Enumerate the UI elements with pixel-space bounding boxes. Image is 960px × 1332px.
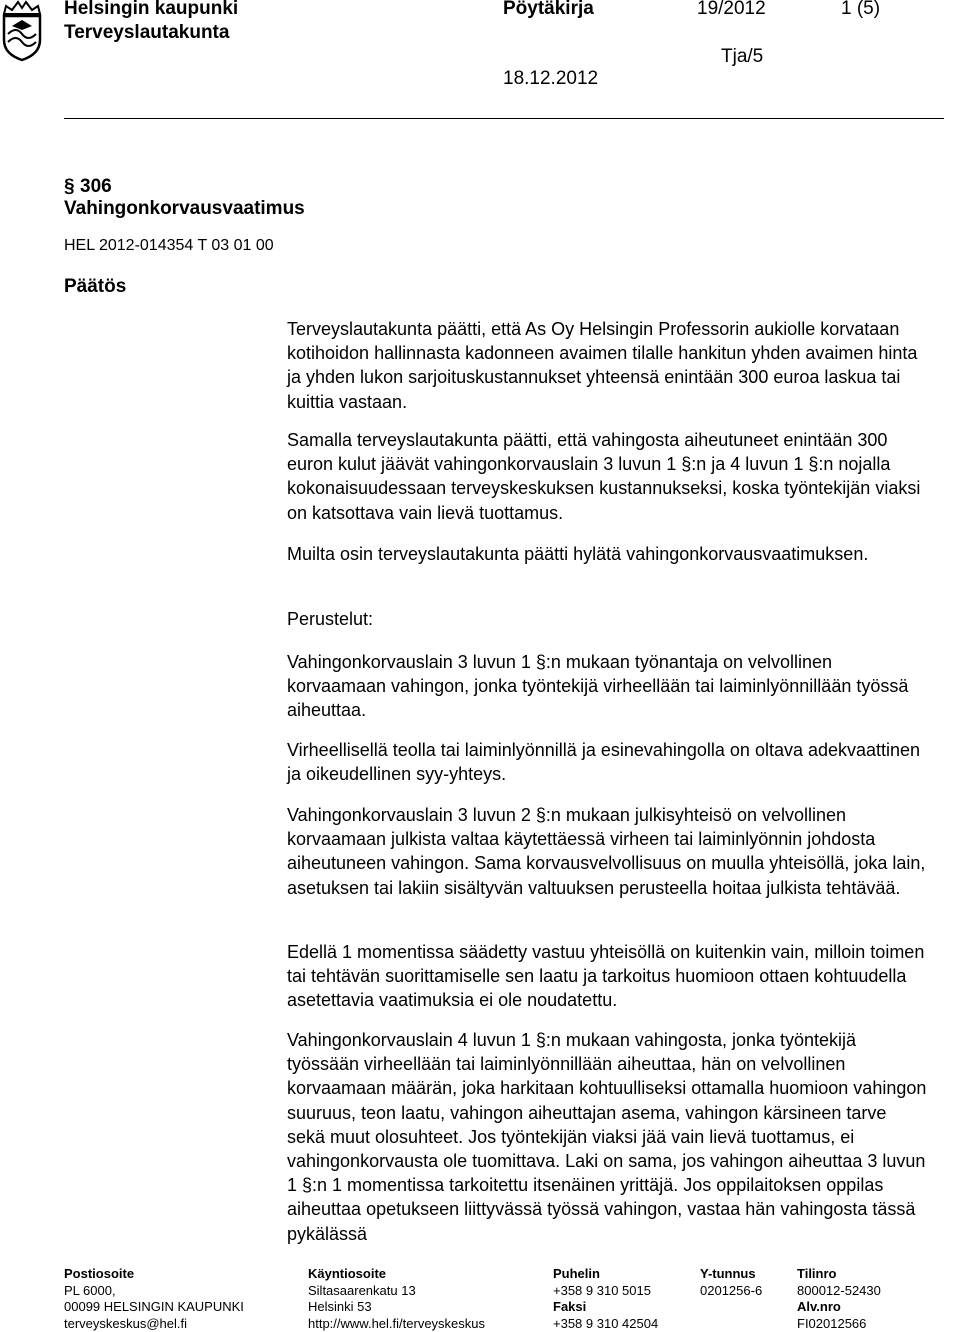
footer-business-id — [700, 1266, 762, 1299]
footer-website-link[interactable]: http://www.hel.fi/terveyskeskus — [308, 1315, 486, 1331]
section-title: Vahingonkorvausvaatimus — [64, 198, 305, 219]
footer-visit — [308, 1266, 485, 1332]
decision-paragraph: Samalla terveyslautakunta päätti, että vahingosta aiheutuneet enintään 300 euron kulut jäävät vahingonkorvauslain 3 luvun 1 §:n ja 4 luvun 1 §:n nojalla kokonaisuudessaan terveyskeskuksen kustannukseksi, koska työntekijän viaksi on katsottava vain lievä tuottamus. — [287, 430, 921, 523]
footer-label: Alv.nro — [797, 1299, 841, 1314]
footer-text: +358 9 310 5015 — [553, 1282, 651, 1298]
footer-postal — [64, 1266, 244, 1332]
footer-text: 800012-52430 — [797, 1282, 881, 1298]
doc-number: 19/2012 — [697, 0, 766, 19]
doc-type: Pöytäkirja — [503, 0, 594, 19]
section-number: 306 — [80, 176, 112, 197]
decision-heading: Päätös — [64, 276, 127, 297]
footer-text: PL 6000, — [64, 1282, 116, 1298]
board-name: Terveyslautakunta — [64, 22, 230, 43]
footer-text: 00099 HELSINGIN KAUPUNKI — [64, 1299, 244, 1314]
decision-paragraph: Terveyslautakunta päätti, että As Oy Helsingin Professorin aukiolle korvataan kotihoidon hallinnasta kadonneen avaimen tilalle hankitun yhden avaimen hinta ja yhden lukon sarjoituskustannukset yhteensä enintään 300 euroa laskua tai kuittia vastaan. — [287, 319, 918, 412]
section-mark: § — [64, 176, 75, 197]
reasoning-paragraph: Edellä 1 momentissa säädetty vastuu yhteisöllä on kuitenkin vain, milloin toimen tai tehtävän suorittamiselle sen laatu ja tarkoitus huomioon ottaen kohtuudella asetettavia vaatimuksia ei ole noudatettu. — [287, 942, 925, 1011]
meeting-date: 18.12.2012 — [503, 68, 599, 89]
footer-label: Puhelin — [553, 1266, 600, 1281]
footer-phone — [553, 1266, 658, 1332]
doc-reference: Tja/5 — [721, 46, 764, 67]
record-id: HEL 2012-014354 T 03 01 00 — [64, 237, 274, 254]
footer-text: FI02012566 — [797, 1315, 867, 1331]
footer-email[interactable]: terveyskeskus@hel.fi — [64, 1315, 188, 1331]
footer-label: Faksi — [553, 1299, 587, 1314]
footer-label: Käyntiosoite — [308, 1266, 387, 1281]
page-number: 1 (5) — [841, 0, 881, 19]
footer-label: Postiosoite — [64, 1266, 135, 1281]
footer-text: Siltasaarenkatu 13 — [308, 1282, 416, 1298]
footer-account — [797, 1266, 881, 1332]
footer-text: 0201256-6 — [700, 1282, 763, 1298]
header-divider — [64, 118, 944, 119]
footer-text: Helsinki 53 — [308, 1299, 372, 1314]
footer-text: +358 9 310 42504 — [553, 1315, 659, 1331]
reasoning-paragraph: Vahingonkorvauslain 3 luvun 1 §:n mukaan työnantaja on velvollinen korvaamaan vahingon, jonka työntekijä virheellään tai laiminlyönnillään työssä aiheuttaa. — [287, 652, 909, 721]
helsinki-coat-of-arms-icon — [0, 0, 44, 62]
reasoning-paragraph: Vahingonkorvauslain 4 luvun 1 §:n mukaan vahingosta, jonka työntekijä työssään virheellään tai laiminlyönnillään aiheuttaa, hän on velvollinen korvaamaan määrän, joka harkitaan kohtuulliseksi ottamalla huomioon vahingon suuruus, teon laatu, vahingon aiheuttajan asema, vahingon kärsineen tarve sekä muut olosuhteet. Jos työntekijän viaksi jää vain lievä tuottamus, ei vahingonkorvausta ole tuomittava. Laki on sama, jos vahingon aiheuttaa 3 luvun 1 §:n 1 momentissa tarkoitettu itsenäinen yrittäjä. Jos oppilaitoksen oppilas aiheuttaa opetukseen liittyvässä työssä vahingon, vastaa hän vahingosta tässä pykälässä — [287, 1030, 927, 1244]
org-name: Helsingin kaupunki — [64, 0, 239, 19]
decision-paragraph: Muilta osin terveyslautakunta päätti hylätä vahingonkorvausvaatimuksen. — [287, 544, 869, 564]
reasoning-paragraph: Vahingonkorvauslain 3 luvun 2 §:n mukaan julkisyhteisö on velvollinen korvaamaan julkista valtaa käytettäessä virheen tai laiminlyönnin johdosta aiheutuneen vahingon. Sama korvausvelvollisuus on muulla yhteisöllä, joka lain, asetuksen tai lakiin sisältyvän valtuuksen perusteella hoitaa julkista tehtävää. — [287, 805, 926, 898]
reasoning-paragraph: Virheellisellä teolla tai laiminlyönnillä ja esinevahingolla on oltava adekvaattinen ja oikeudellinen syy-yhteys. — [287, 740, 921, 785]
footer-label: Y-tunnus — [700, 1266, 756, 1281]
reasoning-heading: Perustelut: — [287, 609, 374, 629]
footer-label: Tilinro — [797, 1266, 837, 1281]
